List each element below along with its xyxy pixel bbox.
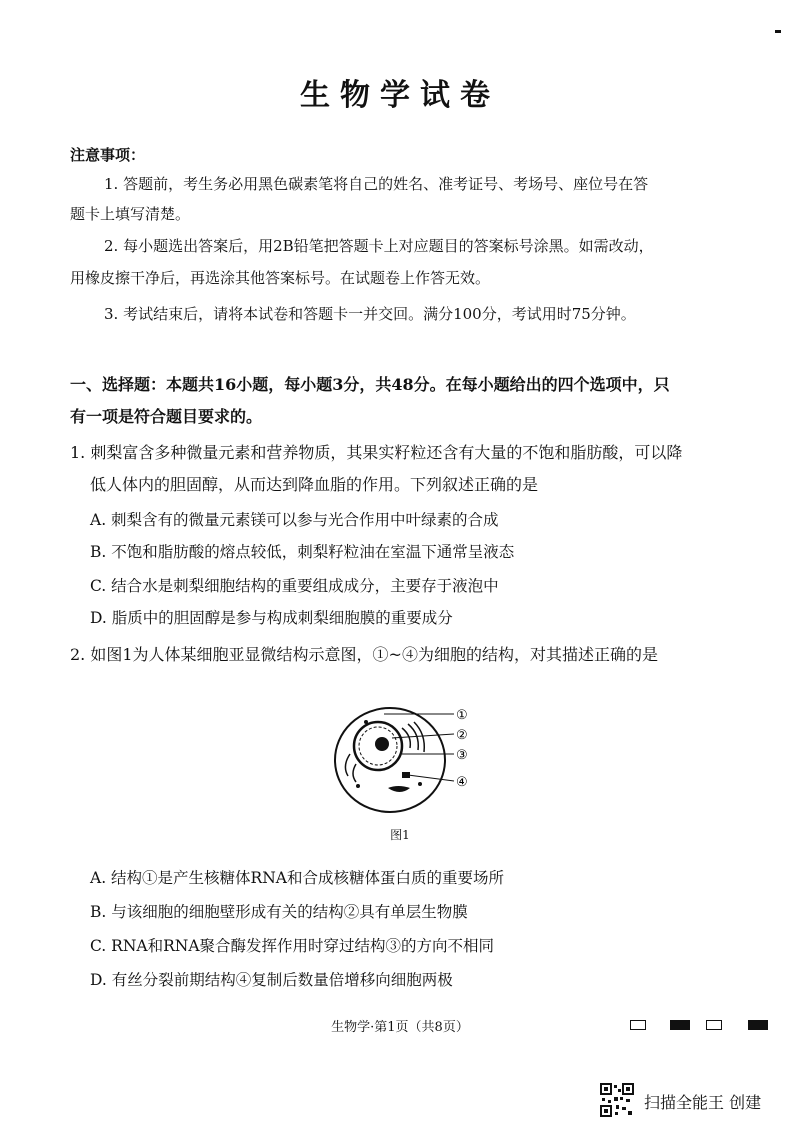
section-heading-line-1: 一、选择题：本题共16小题，每小题3分，共48分。在每小题给出的四个选项中，只 bbox=[70, 375, 670, 394]
question-1-option-d: D. 脂质中的胆固醇是参与构成刺梨细胞膜的重要成分 bbox=[90, 609, 453, 627]
section-heading-line-2: 有一项是符合题目要求的。 bbox=[70, 407, 263, 426]
question-2-option-a: A. 结构①是产生核糖体RNA和合成核糖体蛋白质的重要场所 bbox=[90, 869, 504, 887]
watermark-text: 扫描全能王 创建 bbox=[644, 1093, 762, 1112]
notice-heading: 注意事项： bbox=[70, 146, 146, 164]
page-footer: 生物学·第1页（共8页） bbox=[331, 1020, 469, 1035]
notice-item-1-line-1: 1. 答题前，考生务必用黑色碳素笔将自己的姓名、准考证号、考场号、座位号在答 bbox=[104, 175, 649, 193]
notice-item-3: 3. 考试结束后，请将本试卷和答题卡一并交回。满分100分，考试用时75分钟。 bbox=[104, 305, 636, 323]
question-2-option-d: D. 有丝分裂前期结构④复制后数量倍增移向细胞两极 bbox=[90, 971, 453, 989]
page-title: 生物学试卷 bbox=[300, 78, 500, 113]
notice-item-1-line-2: 题卡上填写清楚。 bbox=[70, 205, 191, 223]
question-2-option-b: B. 与该细胞的细胞壁形成有关的结构②具有单层生物膜 bbox=[90, 903, 468, 921]
figure-label-2: ② bbox=[456, 728, 468, 743]
registration-mark-filled-1 bbox=[670, 1020, 690, 1030]
cell-diagram bbox=[330, 694, 480, 819]
page-registration-marks bbox=[630, 1020, 770, 1032]
question-2-stem: 2. 如图1为人体某细胞亚显微结构示意图，①~④为细胞的结构，对其描述正确的是 bbox=[70, 645, 658, 664]
question-1-stem-line-2: 低人体内的胆固醇，从而达到降血脂的作用。下列叙述正确的是 bbox=[90, 475, 539, 494]
question-1-option-b: B. 不饱和脂肪酸的熔点较低，刺梨籽粒油在室温下通常呈液态 bbox=[90, 543, 515, 561]
qr-code-icon bbox=[600, 1083, 634, 1117]
figure-caption: 图1 bbox=[390, 828, 410, 842]
question-1-option-c: C. 结合水是刺梨细胞结构的重要组成成分，主要存于液泡中 bbox=[90, 577, 499, 595]
question-2-option-c: C. RNA和RNA聚合酶发挥作用时穿过结构③的方向不相同 bbox=[90, 937, 495, 955]
scanner-watermark bbox=[600, 1083, 790, 1117]
question-1-stem-line-1: 1. 刺梨富含多种微量元素和营养物质，其果实籽粒还含有大量的不饱和脂肪酸，可以降 bbox=[70, 443, 683, 462]
notice-item-2-line-1: 2. 每小题选出答案后，用2B铅笔把答题卡上对应题目的答案标号涂黑。如需改动， bbox=[104, 237, 654, 255]
registration-mark-filled-2 bbox=[748, 1020, 768, 1030]
registration-mark-outline-1 bbox=[630, 1020, 646, 1030]
registration-mark-outline-2 bbox=[706, 1020, 722, 1030]
figure-label-4: ④ bbox=[456, 775, 468, 790]
question-1-option-a: A. 刺梨含有的微量元素镁可以参与光合作用中叶绿素的合成 bbox=[90, 511, 499, 529]
figure-label-3: ③ bbox=[456, 748, 468, 763]
corner-mark bbox=[775, 30, 781, 33]
notice-item-2-line-2: 用橡皮擦干净后，再选涂其他答案标号。在试题卷上作答无效。 bbox=[70, 269, 491, 287]
figure-label-1: ① bbox=[456, 708, 468, 723]
